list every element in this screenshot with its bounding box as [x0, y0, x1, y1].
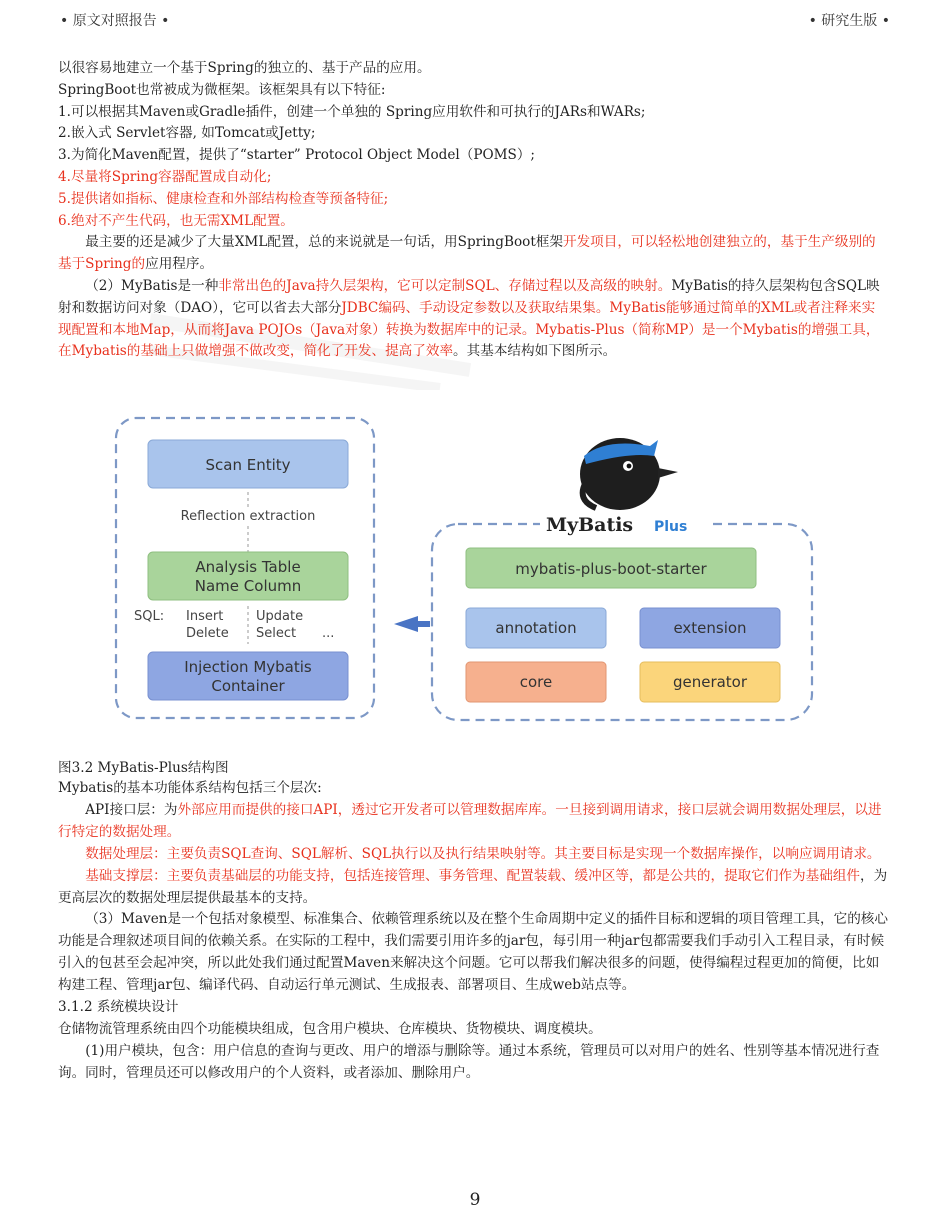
- text-span-highlight: 非常出色的Java持久层架构，它可以定制SQL、存储过程以及高级的映射。: [218, 277, 672, 294]
- paragraph-api-layer: [58, 800, 888, 844]
- section-heading: 3.1.2 系统模块设计: [58, 999, 179, 1016]
- sql-insert: Insert: [186, 609, 224, 624]
- paragraph-maven: （3）Maven是一个包括对象模型、标准集合、依赖管理系统以及在整个生命周期中定义的插件目标和逻辑的项目管理工具，它的核心功能是合理叙述项目间的依赖关系。在实际的工程中，我们需要引用许多的jar包，每引用一种jar包都需要我们手动引入工程目录，有时候引入的包甚至会起冲突，所以此处我们通过配置Maven来解决这个问题。它可以帮我们解决很多的问题，使得编程过程更加的简便，比如构建工程、管理jar包、编译代码、自动运行单元测试、生成报表、部署项目、生成web站点等。: [58, 911, 888, 994]
- analysis-label-1: Analysis Table: [195, 558, 301, 576]
- sql-update: Update: [256, 609, 304, 624]
- annotation-label: annotation: [495, 619, 577, 637]
- mybatis-plus-diagram: [110, 412, 820, 724]
- injection-label-2: Container: [211, 677, 285, 695]
- paragraph-springboot: [58, 232, 888, 276]
- text-span-highlight: 基础支撑层：主要负责基础层的功能支持，包括连接管理、事务管理、配置装载、缓冲区等，都是公共的，提取它们作为基础组件: [85, 867, 861, 884]
- text-line: 2.嵌入式 Servlet容器, 如Tomcat或Jetty;: [58, 125, 316, 142]
- text-span-highlight: JDBC编码、手动设定参数以及获取结果集。MyBatis能够通过简单的XML或者注释来实现配置和本地Map，从而将Java POJOs（Java对象）转换为数据库中的记录。Mybatis-Plus（简称MP）是一个Mybatis的增强工具，在Mybatis的基础上只做增强不做改变，简化了开发、提高了效率: [58, 299, 880, 360]
- arrow-left-icon: [394, 616, 430, 632]
- body-text-upper: [58, 58, 888, 363]
- page-number: 9: [469, 1190, 481, 1210]
- reflection-label: Reflection extraction: [180, 509, 316, 524]
- text-span-highlight: 外部应用而提供的接口API，透过它开发者可以管理数据库库。一旦接到调用请求，接口层就会调用数据处理层，以进行特定的数据处理。: [58, 801, 882, 840]
- header-right: • 研究生版 •: [808, 13, 890, 29]
- body-text-lower: [58, 778, 888, 1085]
- text-line-highlight: 6.绝对不产生代码，也无需XML配置。: [58, 212, 294, 229]
- sql-label: SQL:: [134, 609, 165, 624]
- brand-plus: Plus: [654, 519, 688, 535]
- paragraph-data-layer: 数据处理层：主要负责SQL查询、SQL解析、SQL执行以及执行结果映射等。其主要目标是实现一个数据库操作，以响应调用请求。: [85, 845, 881, 862]
- core-label: core: [519, 673, 553, 691]
- mybatis-plus-bird-icon: [580, 438, 678, 510]
- text-span: API接口层：为: [85, 801, 178, 818]
- sql-delete: Delete: [186, 626, 229, 641]
- text-span: （2）MyBatis是一种: [85, 277, 219, 294]
- scan-entity-label: Scan Entity: [205, 456, 291, 474]
- text-line-highlight: 5.提供诸如指标、健康检查和外部结构检查等预备特征;: [58, 190, 389, 207]
- text-span-highlight: 开发项目，可以轻松地创建独立的，基于生产级别的基于Spring的: [58, 234, 876, 273]
- generator-label: generator: [672, 673, 748, 691]
- text-span: ，为更高层次的数据处理层提供最基本的支持。: [58, 867, 888, 906]
- text-span: MyBatis的持久层架构包含SQL映射和数据访问对象（DAO），它可以省去大部分: [58, 277, 880, 316]
- brand-mybatis: MyBatis: [546, 514, 634, 536]
- paragraph-base-layer: [58, 866, 888, 910]
- text-line-highlight: 4.尽量将Spring容器配置成自动化;: [58, 168, 272, 185]
- figure-caption: 图3.2 MyBatis-Plus结构图: [58, 760, 229, 776]
- starter-label: mybatis-plus-boot-starter: [515, 560, 707, 578]
- injection-label-1: Injection Mybatis: [184, 658, 312, 676]
- text-line: 以很容易地建立一个基于Spring的独立的、基于产品的应用。: [58, 60, 431, 76]
- text-line: Mybatis的基本功能体系结构包括三个层次:: [58, 780, 322, 796]
- text-line: 仓储物流管理系统由四个功能模块组成，包含用户模块、仓库模块、货物模块、调度模块。: [58, 1020, 602, 1037]
- paragraph-user-module: (1)用户模块，包含：用户信息的查询与更改、用户的增添与删除等。通过本系统，管理员可以对用户的姓名、性别等基本情况进行查询。同时，管理员还可以修改用户的个人资料，或者添加、删除用户。: [58, 1042, 880, 1081]
- extension-label: extension: [673, 619, 747, 637]
- sql-select: Select: [256, 626, 297, 641]
- paragraph-mybatis: [58, 276, 888, 363]
- analysis-label-2: Name Column: [194, 577, 302, 595]
- text-span: 应用程序。: [145, 256, 214, 273]
- text-span: 最主要的还是减少了大量XML配置，总的来说就是一句话，用SpringBoot框架: [85, 234, 563, 251]
- text-line: 3.为简化Maven配置，提供了“starter” Protocol Object Model（POMS）;: [58, 147, 536, 164]
- sql-ellipsis: ...: [322, 626, 335, 641]
- header-left: • 原文对照报告 •: [60, 13, 170, 29]
- text-line: 1.可以根据其Maven或Gradle插件，创建一个单独的 Spring应用软件和可执行的JARs和WARs;: [58, 103, 646, 120]
- text-line: SpringBoot也常被成为微框架。该框架具有以下特征:: [58, 81, 386, 98]
- text-span: 。其基本结构如下图所示。: [453, 343, 617, 360]
